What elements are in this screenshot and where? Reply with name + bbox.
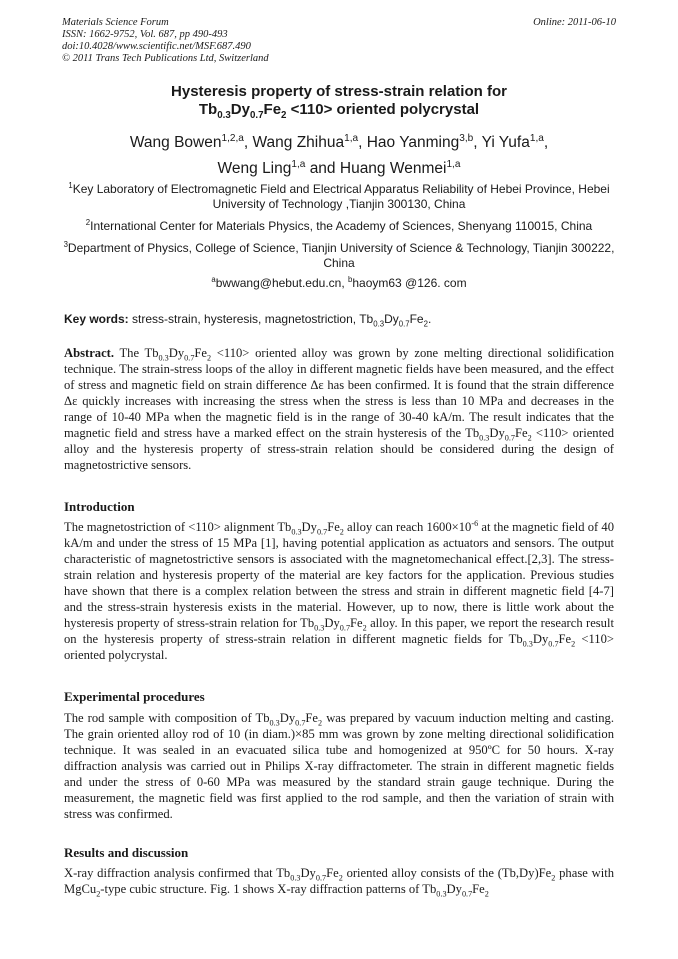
- affiliation-2: [56, 219, 622, 234]
- affil-number: 3: [63, 240, 68, 249]
- author-name: Wang Bowen: [129, 134, 222, 151]
- keywords: [64, 312, 618, 329]
- exp-text: The rod sample with composition of Tb: [64, 711, 270, 725]
- abstract: [64, 345, 614, 473]
- sub: 0.7: [339, 623, 351, 633]
- chem: Fe: [515, 426, 528, 440]
- intro-text: alloy. In this paper, we report the research result on the hysteresis property of stress-strain relation in different magnetic fields for Tb: [64, 616, 614, 646]
- sub: 2: [527, 433, 532, 443]
- issn: ISSN: 1662-9752, Vol. 687, pp 490-493: [62, 29, 228, 40]
- sub: 2: [571, 639, 576, 649]
- chem: Fe: [305, 711, 318, 725]
- heading-results: Results and discussion: [64, 845, 189, 860]
- email-sup: a: [211, 275, 216, 284]
- chem: Dy: [532, 632, 549, 646]
- affil-number: 1: [68, 181, 73, 190]
- author-list: [40, 130, 638, 182]
- sub: 0.3: [522, 639, 533, 649]
- chem: Fe: [327, 520, 340, 534]
- copyright: © 2011 Trans Tech Publications Ltd, Switzerland: [62, 53, 269, 64]
- title-rest: <110> oriented polycrystal: [286, 101, 480, 118]
- title-dy: Dy: [230, 101, 250, 118]
- sub: 0.7: [461, 889, 473, 899]
- sub: 2: [484, 889, 489, 899]
- sub: 2: [551, 873, 556, 883]
- chem: Dy: [168, 346, 185, 360]
- intro-text: at the magnetic field of 40 kA/m and under the stress of 15 MPa [1], having potential application as actuators and sensors. The output characteristic of magnetostrictive sensors is associated with the magnetomechanical effect.[2,3]. The stress-strain relation and hysteresis property of the material are key factors for the application. Previous studies have shown that there is a complex relation between the stress and strain in different magnetic field [4-7] and the stress-strain hysteresis exists in the material. However, up to now, there is little work about the hysteresis property of stress-strain relation for Tb: [64, 520, 614, 630]
- title-fe: Fe: [263, 101, 282, 118]
- sub: 2: [338, 873, 343, 883]
- title-tb: Tb: [198, 101, 218, 118]
- sub: 0.3: [436, 889, 447, 899]
- intro-text: <110> oriented polycrystal.: [64, 632, 614, 662]
- results-text: X-ray diffraction analysis confirmed that Tb: [64, 866, 291, 880]
- abstract-text: <110> oriented alloy was grown by zone melting directional solidification technique. The strain-stress loops of the alloy in different magnetic fields have been measured, and the effect of stress and magnetic field on strain difference Δε has been confirmed. It is found that the strain difference Δε quickly increases with increasing the stress when the stress is less than 10 MPa and decreases in the range of 10-40 MPa when the magnetic field is in the range of 30-40 kA/m. The result indicates that the magnetic field and stress have a marked effect on the strain hysteresis of the Tb: [64, 346, 615, 440]
- chem: Dy: [489, 426, 505, 440]
- email-1: bwwang@hebut.edu.cn,: [215, 276, 345, 290]
- email-sup: b: [348, 275, 353, 284]
- title-sub: 2: [281, 110, 287, 121]
- affiliation-1: [56, 182, 622, 212]
- chem: Fe: [558, 632, 572, 646]
- chem: Fe: [472, 882, 485, 896]
- title-sub: 0.7: [249, 110, 264, 121]
- exponent: -6: [471, 518, 479, 528]
- sub: 2: [207, 353, 212, 363]
- online-date: Online: 2011-06-10: [533, 17, 616, 28]
- page-header: [62, 17, 616, 65]
- author-name: Hao Yanming: [366, 134, 460, 151]
- author-name: Wang Zhihua: [252, 134, 345, 151]
- kw-dy: Dy: [384, 312, 399, 326]
- sub: 2: [362, 623, 367, 633]
- results-paragraph: [64, 865, 614, 897]
- sub: 2: [96, 889, 101, 899]
- exp-text: was prepared by vacuum induction melting and casting. The grain oriented alloy rod of 10 (in diam.)×85 mm was grown by zone melting directional solidification technique. It was sealed in an evacuated silica tube and homogenized at 950ºC for 50 hours. X-ray diffraction analysis was carried out in Philips X-ray diffractometer. The strain in different magnetic fields and under the stress of 0-60 MPa was measured by the standard strain gauge technique. During the measurement, the magnetic field was first applied to the rod sample, and then the variation of strain with stress was confirmed.: [64, 711, 614, 821]
- sub: 0.7: [315, 873, 327, 883]
- title-line-1: Hysteresis property of stress-strain relation for: [171, 83, 507, 100]
- affil-text: International Center for Materials Physics, the Academy of Sciences, Shenyang 110015, China: [90, 219, 593, 233]
- email-2: haoym63 @126. com: [352, 276, 467, 290]
- kw-sub: 0.3: [373, 319, 385, 329]
- title-sub: 0.3: [217, 110, 231, 121]
- chem: Dy: [300, 866, 316, 880]
- journal-name: Materials Science Forum: [62, 17, 169, 28]
- affil-text: Key Laboratory of Electromagnetic Field and Electrical Apparatus Reliability of Hebei Province, Hebei University of Technology ,Tianjin 300130, China: [72, 182, 610, 211]
- email-line: [56, 276, 622, 291]
- sub: 0.7: [295, 718, 306, 728]
- chem: Fe: [194, 346, 207, 360]
- authors-line-2: [40, 156, 638, 182]
- experimental-paragraph: [64, 710, 614, 822]
- kw-fe: Fe: [409, 312, 424, 326]
- chem: Dy: [301, 520, 317, 534]
- affil-text: Department of Physics, College of Science, Tianjin University of Science & Technology, Tianjin 300222, China: [67, 241, 615, 270]
- introduction-paragraph: [64, 519, 614, 663]
- heading-introduction: Introduction: [64, 499, 135, 514]
- keywords-text: stress-strain, hysteresis, magnetostriction, Tb: [132, 312, 374, 326]
- results-text: oriented alloy consists of the (Tb,Dy)Fe: [342, 866, 552, 880]
- authors-line-1: Wang Bowen$^{1,2,a}$, Wang Zhihua$^{1,a}$, Hao Yanming$^{3,b}$, Yi Yufa$^{1,a}$,: [129, 132, 549, 151]
- author-sup: 1,2,a: [221, 132, 244, 144]
- author-name: Huang Wenmei: [339, 160, 447, 177]
- kw-end: .: [427, 312, 432, 326]
- sub: 0.3: [290, 873, 301, 883]
- paper-title: [40, 83, 638, 119]
- sub: 0.3: [479, 433, 490, 443]
- sub: 0.7: [184, 353, 195, 363]
- sub: 2: [318, 718, 323, 728]
- chem: Fe: [350, 616, 363, 630]
- affiliation-3: [56, 241, 622, 271]
- author-sup: 1,a: [291, 158, 306, 170]
- chem: Dy: [446, 882, 462, 896]
- affil-number: 2: [85, 218, 91, 227]
- author-sup: 1,a: [344, 132, 359, 144]
- abstract-text: The Tb: [119, 346, 159, 360]
- abstract-label: Abstract.: [64, 346, 115, 360]
- sub: 0.3: [158, 353, 169, 363]
- chem: Dy: [279, 711, 296, 725]
- author-name: Yi Yufa: [481, 134, 530, 151]
- author-sup: 1,a: [529, 132, 544, 144]
- intro-text: alloy can reach 1600×10: [343, 520, 472, 534]
- title-line-2: [40, 101, 638, 119]
- chem: Fe: [326, 866, 339, 880]
- results-text: -type cubic structure. Fig. 1 shows X-ray diffraction patterns of Tb: [100, 882, 437, 896]
- author-sup: 1,a: [446, 158, 461, 170]
- and-word: and: [309, 160, 336, 177]
- sub: 0.7: [316, 527, 328, 537]
- keywords-label: Key words:: [64, 312, 129, 326]
- sub: 0.3: [314, 623, 325, 633]
- author-name: Weng Ling: [217, 160, 292, 177]
- sub: 0.7: [504, 433, 515, 443]
- sub: 0.3: [269, 718, 280, 728]
- heading-experimental: Experimental procedures: [64, 689, 205, 704]
- doi: doi:10.4028/www.scientific.net/MSF.687.490: [62, 41, 251, 52]
- author-sup: 3,b: [459, 132, 474, 144]
- abstract-text: <110> oriented alloy and the hysteresis property of stress-strain relation should be considered during the design of magnetostrictive sensors.: [64, 426, 614, 472]
- results-text: phase with MgCu: [64, 866, 614, 896]
- sub: 2: [339, 527, 344, 537]
- intro-text: The magnetostriction of <110> alignment Tb: [64, 520, 292, 534]
- sub: 0.3: [291, 527, 302, 537]
- chem: Dy: [324, 616, 340, 630]
- sub: 0.7: [548, 639, 559, 649]
- kw-sub: 0.7: [398, 319, 410, 329]
- kw-sub: 2: [423, 319, 428, 329]
